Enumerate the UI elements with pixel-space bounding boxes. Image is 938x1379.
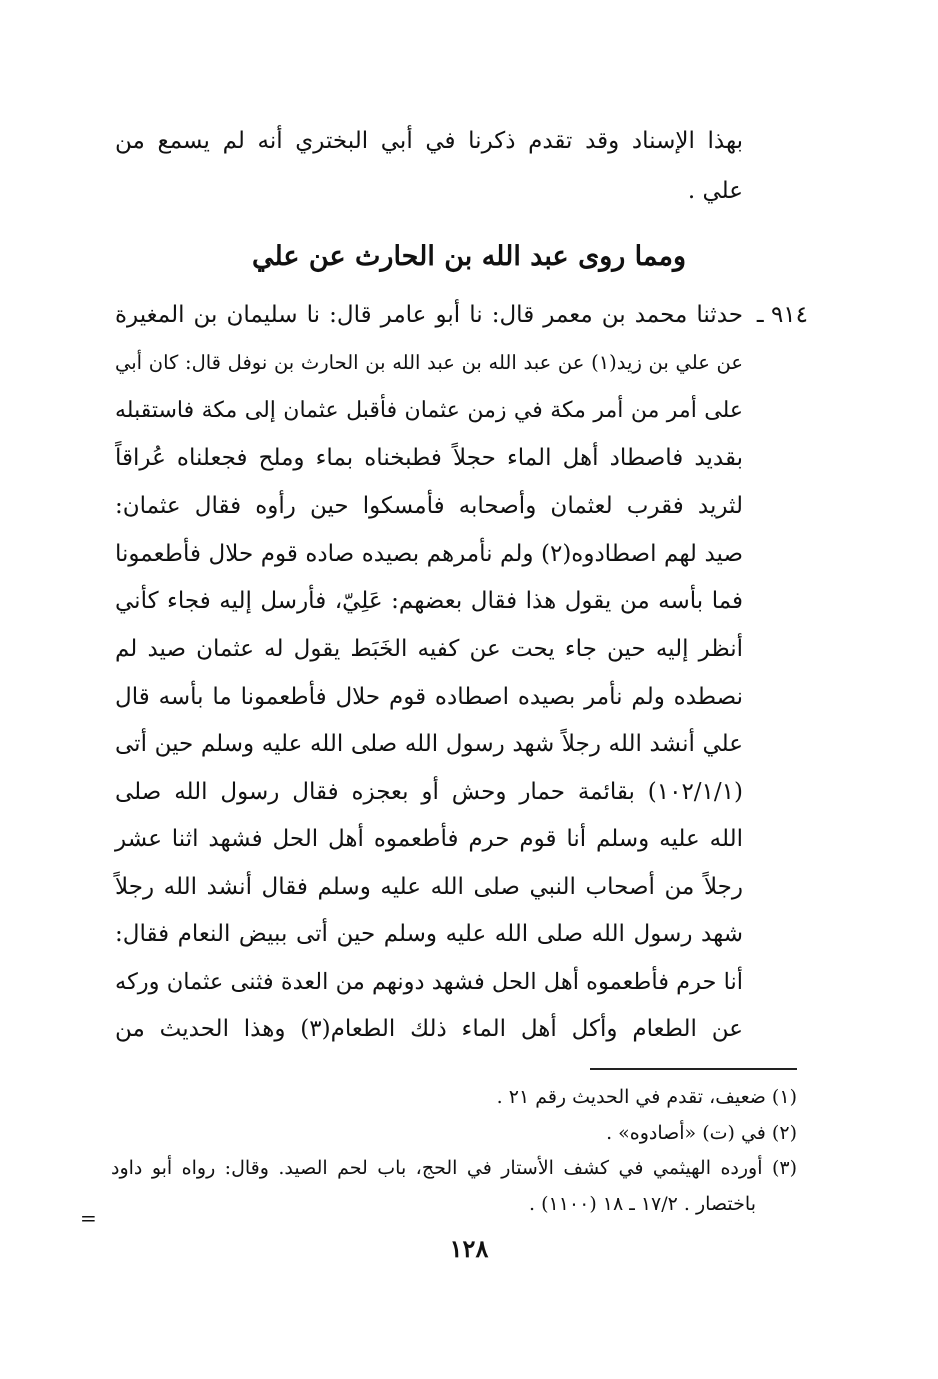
footnote-2: (٢) في (ت) «أصادوه» . xyxy=(606,1122,797,1144)
footnote-1: (١) ضعيف، تقدم في الحديث رقم ٢١ . xyxy=(496,1086,797,1108)
hadith-line: شهد رسول الله صلى الله عليه وسلم حين أتى ببيض النعام فقال: xyxy=(115,921,743,947)
hadith-line: رجلاً من أصحاب النبي صلى الله عليه وسلم فقال أنشد الله رجلاً xyxy=(115,874,743,900)
hadith-line: صيد لهم اصطادوه(٢) ولم نأمرهم بصيده صاده قوم حلال فأطعمونا xyxy=(115,541,743,567)
hadith-line: بقديد فاصطاد أهل الماء حجلاً فطبخناه بماء وملح فجعلناه عُراقاً xyxy=(115,445,743,471)
intro-line-1: بهذا الإسناد وقد تقدم ذكرنا في أبي البختري أنه لم يسمع من xyxy=(115,128,743,154)
page-number: ١٢٨ xyxy=(449,1234,489,1263)
footnote-3: (٣) أورده الهيثمي في كشف الأستار في الحج، باب لحم الصيد. وقال: رواه أبو داود xyxy=(111,1157,797,1179)
continuation-mark: = xyxy=(80,1206,97,1230)
footnote-separator xyxy=(590,1068,797,1070)
hadith-line: حدثنا محمد بن معمر قال: نا أبو عامر قال: نا سليمان بن المغيرة xyxy=(115,302,743,328)
hadith-line: عن علي بن زيد(١) عن عبد الله بن عبد الله بن الحارث بن نوفل قال: كان أبي xyxy=(115,351,743,374)
hadith-line: على أمر من أمر مكة في زمن عثمان فأقبل عثمان إلى مكة فاستقبله xyxy=(115,398,743,423)
hadith-line: علي أنشد الله رجلاً شهد رسول الله صلى الله عليه وسلم حين أتى xyxy=(115,731,743,757)
hadith-line: أنا حرم فأطعموه أهل الحل فشهد دونهم من العدة فثنى عثمان وركه xyxy=(115,969,743,995)
hadith-line: لثريد فقرب لعثمان وأصحابه فأمسكوا حين رأوه فقال عثمان: xyxy=(115,493,743,519)
hadith-line: (١٠٢/١/١) بقائمة حمار وحش أو بعجزه فقال رسول الله صلى xyxy=(115,779,743,805)
hadith-line: نصطده ولم نأمر بصيده اصطاده قوم حلال فأطعمونا ما بأسه قال xyxy=(115,684,743,710)
hadith-number: ٩١٤ ـ xyxy=(756,302,808,328)
hadith-line: فما بأسه من يقول هذا فقال بعضهم: عَلِيّ، فأرسل إليه فجاء كأني xyxy=(115,588,743,614)
section-heading: ومما روى عبد الله بن الحارث عن علي xyxy=(251,241,687,272)
hadith-line: أنظر إليه حين جاء يحت عن كفيه الخَبَط يقول له عثمان صيد لم xyxy=(115,636,743,662)
hadith-line: الله عليه وسلم أنا قوم حرم فأطعموه أهل الحل فشهد اثنا عشر xyxy=(115,826,743,852)
footnote-3-continued: باختصار . ١٧/٢ ـ ١٨ (١١٠٠) . xyxy=(528,1193,756,1215)
intro-line-2: علي . xyxy=(687,178,743,204)
hadith-line: عن الطعام وأكل أهل الماء ذلك الطعام(٣) وهذا الحديث من xyxy=(115,1016,743,1042)
